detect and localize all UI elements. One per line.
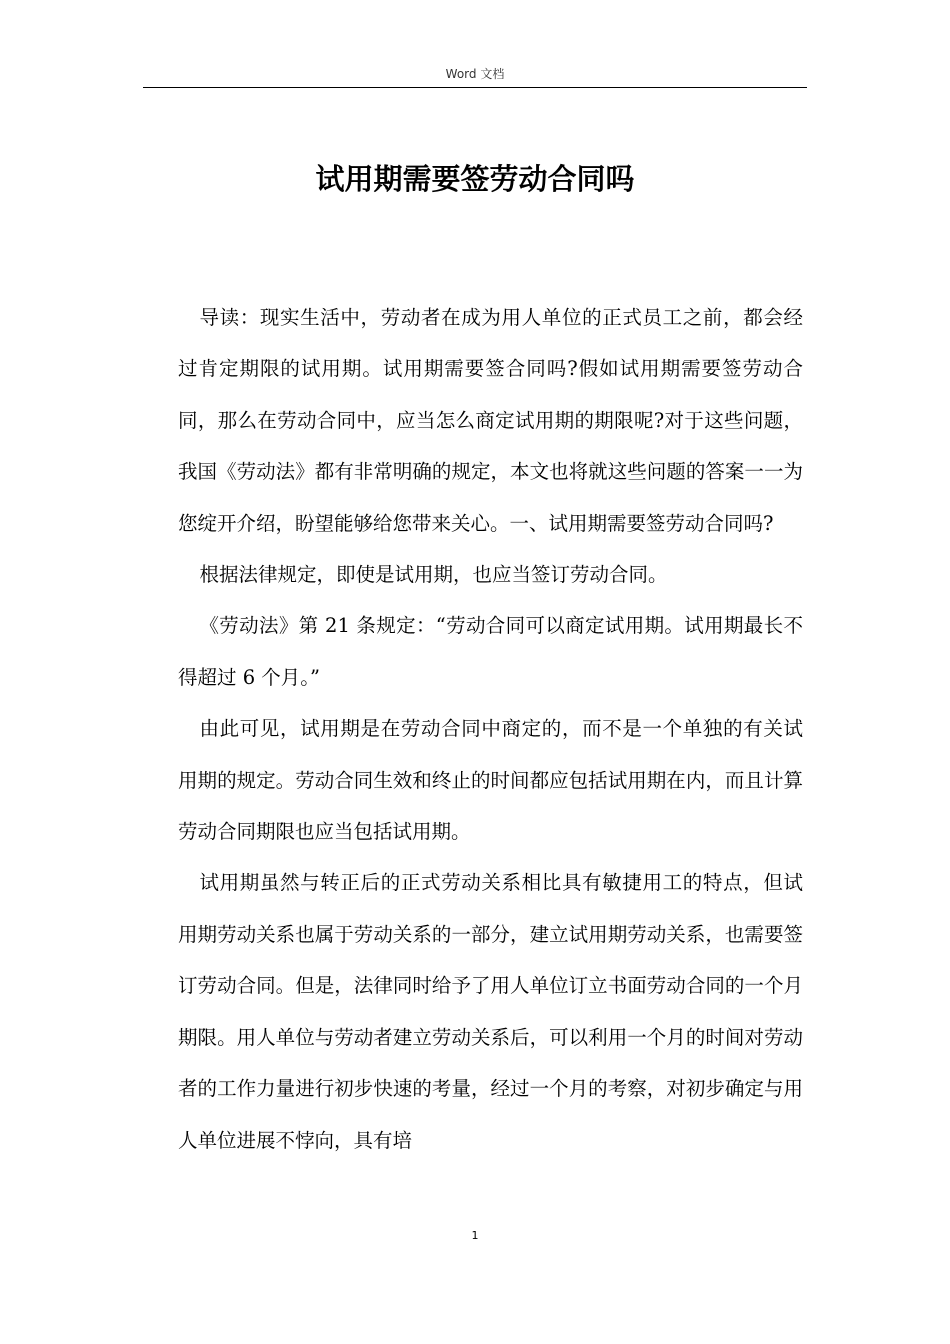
document-title: 试用期需要签劳动合同吗 — [315, 162, 635, 196]
paragraph-legal-basis: 根据法律规定，即使是试用期，也应当签订劳动合同。 — [199, 563, 668, 587]
header-divider — [143, 87, 807, 88]
paragraph-probation-relationship: 试用期虽然与转正后的正式劳动关系相比具有敏捷用工的特点，但试用期劳动关系也属于劳动关系的一部分，建立试用期劳动关系，也需要签订劳动合同。但是，法律同时给予了用人单位订立书面劳动合同的一个月期限。用人单位与劳动者建立劳动关系后，可以利用一个月的时间对劳动者的工作力量进行初步快速的考量，经过一个月的考察，对初步确定与用人单位进展不悖向，具有培 — [178, 871, 803, 1152]
paragraph-labor-law-article-21: 《劳动法》第 21 条规定：“劳动合同可以商定试用期。试用期最长不得超过 6 个月。” — [178, 614, 803, 689]
document-body — [178, 292, 803, 1166]
paragraph-conclusion: 由此可见，试用期是在劳动合同中商定的，而不是一个单独的有关试用期的规定。劳动合同生效和终止的时间都应包括试用期在内，而且计算劳动合同期限也应当包括试用期。 — [178, 717, 803, 844]
paragraph-intro: 导读：现实生活中，劳动者在成为用人单位的正式员工之前，都会经过肯定期限的试用期。试用期需要签合同吗?假如试用期需要签劳动合同，那么在劳动合同中，应当怎么商定试用期的期限呢?对于这些问题，我国《劳动法》都有非常明确的规定，本文也将就这些问题的答案一一为您绽开介绍，盼望能够给您带来关心。一、试用期需要签劳动合同吗? — [178, 306, 803, 535]
page-number: 1 — [471, 1229, 479, 1242]
header-label: Word 文档 — [445, 67, 505, 81]
